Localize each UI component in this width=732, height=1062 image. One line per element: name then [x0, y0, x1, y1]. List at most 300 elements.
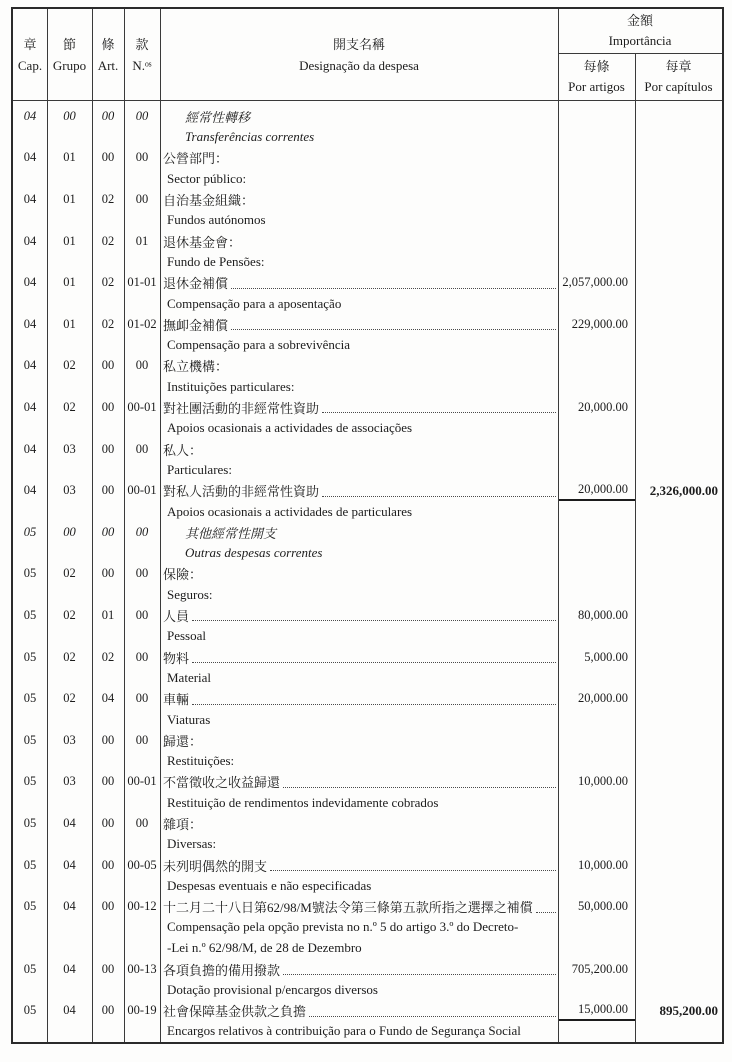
designation-text-pt: Apoios ocasionais a actividades de associações	[167, 420, 413, 436]
cell-cap-code	[13, 875, 47, 896]
cell-amount-por-capitulos	[635, 959, 722, 980]
cell-num-code	[124, 501, 160, 522]
cell-cap-code: 04	[23, 192, 37, 207]
cell-num-code	[124, 584, 160, 605]
cell-amount-por-artigos: 80,000.00	[578, 608, 628, 623]
budget-table	[11, 7, 724, 1044]
table-row-line-zh	[13, 439, 722, 460]
dotted-leader	[283, 959, 556, 975]
cell-amount-por-capitulos	[635, 564, 722, 585]
designation-text-zh: 撫卹金補償	[163, 317, 229, 333]
cell-designation	[160, 314, 558, 335]
cell-designation	[160, 168, 558, 189]
cell-num-code	[124, 979, 160, 1000]
cell-cap-code: 04	[23, 150, 37, 165]
cell-amount-por-artigos	[558, 501, 635, 522]
cell-amount-por-capitulos	[635, 813, 722, 834]
cell-amount-por-artigos: 10,000.00	[578, 774, 628, 789]
cell-num-code: 00	[135, 815, 149, 830]
cell-designation	[160, 272, 558, 293]
cell-art-code: 00	[101, 815, 115, 830]
cell-amount-por-artigos: 705,200.00	[571, 961, 628, 976]
cell-grupo-code	[47, 168, 92, 189]
cell-art-code	[92, 751, 124, 772]
cell-cap-code	[13, 501, 47, 522]
cell-grupo-code	[47, 938, 92, 959]
cell-cap-code	[13, 792, 47, 813]
table-row-line-pt	[13, 460, 722, 481]
cell-amount-por-artigos	[558, 210, 635, 231]
header-por-capitulos-pt: Por capítulos	[644, 78, 713, 94]
cell-cap-code	[13, 335, 47, 356]
cell-designation	[160, 564, 558, 585]
cell-amount-por-capitulos	[635, 709, 722, 730]
designation-text-pt: Apoios ocasionais a actividades de particulares	[167, 503, 413, 519]
header-art-zh: 條	[101, 36, 115, 52]
designation-text-pt: Outras despesas correntes	[185, 545, 323, 561]
table-row-line-pt	[13, 293, 722, 314]
table-row-line-pt	[13, 938, 722, 959]
table-row-line-pt	[13, 418, 722, 439]
cell-designation	[160, 959, 558, 980]
cell-amount-por-capitulos	[635, 605, 722, 626]
cell-amount-por-artigos: 229,000.00	[571, 316, 628, 331]
cell-grupo-code: 04	[63, 815, 76, 830]
cell-art-code	[92, 293, 124, 314]
cell-num-code	[124, 626, 160, 647]
table-row-line-pt	[13, 210, 722, 231]
table-row-line-pt	[13, 709, 722, 730]
cell-grupo-code	[47, 376, 92, 397]
cell-cap-code	[13, 418, 47, 439]
cell-designation	[160, 688, 558, 709]
cell-amount-por-capitulos	[635, 106, 722, 127]
cell-amount-por-artigos	[558, 709, 635, 730]
designation-text-pt: Restituição de rendimentos indevidamente cobrados	[167, 794, 439, 810]
cell-cap-code	[13, 626, 47, 647]
header-art-pt: Art.	[97, 57, 119, 73]
table-row-line-zh	[13, 480, 722, 501]
cell-designation	[160, 127, 558, 148]
cell-art-code	[92, 917, 124, 938]
table-row-line-zh	[13, 564, 722, 585]
table-header	[13, 9, 722, 100]
cell-grupo-code	[47, 917, 92, 938]
cell-designation	[160, 709, 558, 730]
cell-cap-code: 05	[23, 815, 37, 830]
table-row-line-pt	[13, 834, 722, 855]
cell-num-code: 00-13	[127, 961, 157, 976]
designation-text-pt: Dotação provisional p/encargos diversos	[167, 981, 378, 997]
cell-cap-code: 05	[23, 566, 37, 581]
table-row-line-zh	[13, 813, 722, 834]
cell-cap-code	[13, 460, 47, 481]
cell-designation	[160, 480, 558, 501]
cell-art-code	[92, 979, 124, 1000]
cell-amount-por-artigos: 10,000.00	[578, 857, 628, 872]
cell-amount-por-capitulos	[635, 460, 722, 481]
cell-cap-code: 05	[23, 732, 37, 747]
cell-grupo-code	[47, 252, 92, 273]
cell-amount-por-capitulos	[635, 626, 722, 647]
cell-amount-por-artigos: 15,000.00	[558, 1000, 635, 1021]
cell-num-code	[124, 335, 160, 356]
cell-num-code	[124, 875, 160, 896]
cell-designation	[160, 106, 558, 127]
cell-art-code	[92, 792, 124, 813]
cell-amount-por-capitulos	[635, 335, 722, 356]
table-body	[13, 101, 722, 1042]
header-grupo	[47, 9, 92, 100]
cell-amount-por-artigos	[558, 335, 635, 356]
cell-amount-por-artigos	[558, 751, 635, 772]
cell-cap-code	[13, 210, 47, 231]
table-row-line-pt	[13, 626, 722, 647]
table-row-line-pt	[13, 584, 722, 605]
cell-grupo-code	[47, 668, 92, 689]
cell-art-code: 02	[101, 233, 115, 248]
cell-amount-por-artigos	[558, 1021, 635, 1042]
cell-art-code: 00	[101, 1003, 115, 1018]
cell-art-code: 00	[101, 774, 115, 789]
designation-text-zh: 自治基金組織：	[163, 193, 255, 209]
cell-cap-code	[13, 751, 47, 772]
cell-art-code	[92, 709, 124, 730]
designation-text-zh: 物料	[163, 650, 190, 666]
cell-amount-por-capitulos	[635, 855, 722, 876]
dotted-leader	[192, 688, 556, 704]
cell-designation	[160, 917, 558, 938]
cell-designation	[160, 1000, 558, 1021]
cell-cap-code	[13, 668, 47, 689]
cell-grupo-code: 04	[63, 857, 76, 872]
cell-grupo-code: 03	[63, 732, 76, 747]
cell-amount-por-capitulos	[635, 917, 722, 938]
table-row-line-zh	[13, 959, 722, 980]
cell-designation	[160, 293, 558, 314]
designation-text-pt: Compensação para a sobrevivência	[167, 337, 351, 353]
table-row-line-zh	[13, 189, 722, 210]
cell-designation	[160, 584, 558, 605]
cell-designation	[160, 772, 558, 793]
cell-designation	[160, 896, 558, 917]
table-row-line-zh	[13, 272, 722, 293]
cell-designation	[160, 252, 558, 273]
table-row-line-zh	[13, 148, 722, 169]
cell-designation	[160, 397, 558, 418]
cell-amount-por-artigos	[558, 418, 635, 439]
cell-cap-code	[13, 979, 47, 1000]
cell-designation	[160, 460, 558, 481]
cell-cap-code: 04	[23, 483, 37, 498]
cell-designation	[160, 730, 558, 751]
header-designacao-zh: 開支名稱	[332, 36, 385, 52]
table-row-line-zh	[13, 522, 722, 543]
cell-amount-por-capitulos	[635, 439, 722, 460]
cell-amount-por-artigos	[558, 543, 635, 564]
cell-num-code: 00	[135, 649, 149, 664]
dotted-leader	[231, 314, 556, 330]
cell-amount-por-artigos	[558, 564, 635, 585]
table-row-line-zh	[13, 106, 722, 127]
dotted-leader	[283, 772, 556, 788]
header-por-artigos	[558, 53, 635, 100]
cell-designation	[160, 855, 558, 876]
table-row-line-pt	[13, 979, 722, 1000]
cell-grupo-code: 01	[63, 275, 76, 290]
cell-amount-por-capitulos	[635, 148, 722, 169]
cell-grupo-code	[47, 210, 92, 231]
cell-grupo-code	[47, 418, 92, 439]
header-designacao-pt: Designação da despesa	[299, 57, 419, 73]
cell-amount-por-capitulos	[635, 688, 722, 709]
header-grupo-pt: Grupo	[52, 57, 87, 73]
cell-designation	[160, 522, 558, 543]
dotted-leader	[536, 896, 556, 912]
cell-amount-por-capitulos	[635, 293, 722, 314]
table-row-line-pt	[13, 376, 722, 397]
cell-amount-por-artigos	[558, 231, 635, 252]
cell-grupo-code	[47, 584, 92, 605]
cell-amount-por-capitulos	[635, 834, 722, 855]
table-row-line-zh	[13, 356, 722, 377]
cell-cap-code: 04	[23, 316, 37, 331]
cell-cap-code: 05	[23, 608, 37, 623]
header-designacao	[160, 9, 558, 100]
cell-amount-por-capitulos	[635, 730, 722, 751]
cell-num-code: 00	[135, 524, 149, 539]
cell-amount-por-capitulos: 2,326,000.00	[649, 482, 718, 498]
cell-grupo-code: 01	[63, 192, 76, 207]
cell-amount-por-artigos	[558, 106, 635, 127]
header-por-capitulos	[635, 53, 722, 100]
designation-text-pt: Fundos autónomos	[167, 212, 266, 228]
cell-amount-por-capitulos	[635, 168, 722, 189]
designation-text-zh: 退休金補償	[163, 276, 229, 292]
cell-cap-code	[13, 584, 47, 605]
cell-amount-por-artigos	[558, 813, 635, 834]
cell-amount-por-artigos	[558, 668, 635, 689]
designation-text-zh: 私立機構：	[163, 359, 229, 375]
table-row-line-pt	[13, 335, 722, 356]
table-row-line-zh	[13, 896, 722, 917]
grid-line-num-designacao	[160, 9, 161, 1042]
cell-designation	[160, 189, 558, 210]
cell-amount-por-artigos	[558, 730, 635, 751]
designation-text-zh: 保險：	[163, 567, 203, 583]
cell-art-code: 00	[101, 108, 115, 123]
cell-amount-por-artigos: 2,057,000.00	[562, 275, 628, 290]
header-importancia-pt: Importância	[608, 33, 672, 48]
cell-designation	[160, 813, 558, 834]
header-cap	[13, 9, 47, 100]
table-row-line-zh	[13, 730, 722, 751]
cell-amount-por-artigos: 50,000.00	[578, 899, 628, 914]
cell-art-code	[92, 501, 124, 522]
cell-grupo-code	[47, 1021, 92, 1042]
cell-num-code: 00	[135, 108, 149, 123]
cell-grupo-code: 01	[63, 150, 76, 165]
cell-designation	[160, 231, 558, 252]
cell-amount-por-artigos: 20,000.00	[558, 480, 635, 501]
designation-text-pt: Compensação pela opção prevista no n.º 5 do artigo 3.º do Decreto-	[167, 919, 519, 935]
cell-amount-por-capitulos	[635, 792, 722, 813]
table-row-line-pt	[13, 668, 722, 689]
cell-num-code	[124, 293, 160, 314]
cell-num-code	[124, 168, 160, 189]
grid-line-art-num	[124, 9, 125, 1042]
cell-grupo-code: 02	[63, 400, 76, 415]
table-row-line-zh	[13, 772, 722, 793]
cell-amount-por-artigos	[558, 522, 635, 543]
cell-amount-por-capitulos	[635, 668, 722, 689]
cell-cap-code: 04	[23, 400, 37, 415]
cell-num-code: 01-01	[127, 275, 157, 290]
header-num	[124, 9, 160, 100]
header-cap-pt: Cap.	[17, 57, 43, 73]
cell-grupo-code: 00	[63, 108, 76, 123]
table-row-line-pt	[13, 917, 722, 938]
cell-num-code: 00	[135, 192, 149, 207]
cell-art-code: 02	[101, 316, 115, 331]
cell-designation	[160, 148, 558, 169]
cell-num-code	[124, 834, 160, 855]
cell-amount-por-capitulos	[635, 356, 722, 377]
cell-grupo-code: 02	[63, 649, 76, 664]
designation-text-pt: Sector público:	[167, 170, 247, 186]
cell-cap-code	[13, 168, 47, 189]
cell-grupo-code	[47, 792, 92, 813]
cell-amount-por-artigos: 20,000.00	[578, 691, 628, 706]
cell-num-code: 00-05	[127, 857, 157, 872]
cell-amount-por-capitulos	[635, 397, 722, 418]
cell-art-code	[92, 210, 124, 231]
cell-art-code: 00	[101, 483, 115, 498]
cell-amount-por-artigos	[558, 917, 635, 938]
cell-designation	[160, 335, 558, 356]
cell-amount-por-capitulos	[635, 979, 722, 1000]
cell-num-code	[124, 792, 160, 813]
cell-num-code: 00	[135, 691, 149, 706]
cell-designation	[160, 356, 558, 377]
dotted-leader	[322, 480, 556, 496]
designation-text-zh: 雜項：	[163, 816, 203, 832]
designation-text-pt: Fundo de Pensões:	[167, 253, 265, 269]
cell-amount-por-artigos	[558, 293, 635, 314]
cell-amount-por-artigos	[558, 792, 635, 813]
cell-num-code: 00	[135, 732, 149, 747]
designation-text-pt: Material	[167, 669, 212, 685]
cell-cap-code: 04	[23, 441, 37, 456]
designation-text-zh: 各項負擔的備用撥款	[163, 962, 281, 978]
cell-grupo-code: 01	[63, 233, 76, 248]
header-importancia	[558, 9, 722, 53]
cell-art-code	[92, 1021, 124, 1042]
table-row-line-zh	[13, 688, 722, 709]
table-row-line-pt	[13, 543, 722, 564]
cell-designation	[160, 210, 558, 231]
cell-designation	[160, 439, 558, 460]
cell-amount-por-artigos	[558, 439, 635, 460]
designation-text-pt: Viaturas	[167, 711, 211, 727]
designation-text-pt: Compensação para a aposentação	[167, 295, 342, 311]
cell-amount-por-capitulos	[635, 127, 722, 148]
cell-art-code: 00	[101, 358, 115, 373]
cell-num-code: 00-12	[127, 899, 157, 914]
cell-grupo-code: 02	[63, 566, 76, 581]
cell-cap-code: 05	[23, 1003, 37, 1018]
cell-amount-por-artigos	[558, 938, 635, 959]
cell-grupo-code: 02	[63, 691, 76, 706]
cell-amount-por-capitulos	[635, 938, 722, 959]
designation-text-zh: 車輛	[163, 692, 190, 708]
cell-art-code: 02	[101, 649, 115, 664]
table-row-line-pt	[13, 792, 722, 813]
header-art	[92, 9, 124, 100]
cell-cap-code: 05	[23, 961, 37, 976]
cell-amount-por-capitulos	[635, 647, 722, 668]
designation-text-pt: Instituições particulares:	[167, 378, 295, 394]
cell-amount-por-artigos	[558, 584, 635, 605]
cell-cap-code: 04	[23, 233, 37, 248]
cell-num-code: 00-19	[127, 1003, 157, 1018]
cell-grupo-code	[47, 626, 92, 647]
cell-grupo-code: 03	[63, 441, 76, 456]
cell-amount-por-artigos	[558, 376, 635, 397]
cell-designation	[160, 668, 558, 689]
designation-text-zh: 經常性轉移	[185, 109, 251, 125]
cell-amount-por-capitulos	[635, 584, 722, 605]
cell-grupo-code: 03	[63, 483, 76, 498]
cell-num-code: 00	[135, 441, 149, 456]
cell-grupo-code	[47, 543, 92, 564]
cell-art-code	[92, 668, 124, 689]
cell-designation	[160, 376, 558, 397]
table-row-line-pt	[13, 875, 722, 896]
cell-num-code: 00	[135, 566, 149, 581]
cell-amount-por-capitulos	[635, 543, 722, 564]
cell-grupo-code	[47, 709, 92, 730]
table-row-line-zh	[13, 605, 722, 626]
cell-grupo-code	[47, 875, 92, 896]
grid-line-importancia-split	[558, 53, 722, 54]
cell-amount-por-artigos: 20,000.00	[578, 400, 628, 415]
cell-amount-por-capitulos	[635, 231, 722, 252]
cell-designation	[160, 1021, 558, 1042]
cell-art-code	[92, 543, 124, 564]
designation-text-zh: 對私人活動的非經常性資助	[163, 484, 320, 500]
cell-art-code: 00	[101, 857, 115, 872]
table-row-line-zh	[13, 647, 722, 668]
cell-amount-por-artigos	[558, 979, 635, 1000]
header-cap-zh: 章	[23, 36, 37, 52]
cell-designation	[160, 501, 558, 522]
grid-line-artigos-capitulos	[635, 53, 636, 1042]
designation-text-pt: -Lei n.º 62/98/M, de 28 de Dezembro	[167, 940, 362, 956]
designation-text-zh: 未列明偶然的開支	[163, 858, 268, 874]
designation-text-zh: 公營部門：	[163, 151, 229, 167]
cell-designation	[160, 875, 558, 896]
cell-amount-por-artigos	[558, 189, 635, 210]
cell-cap-code: 04	[23, 358, 37, 373]
cell-designation	[160, 543, 558, 564]
cell-num-code	[124, 917, 160, 938]
cell-amount-por-capitulos	[635, 896, 722, 917]
cell-amount-por-artigos	[558, 252, 635, 273]
cell-num-code	[124, 460, 160, 481]
designation-text-zh: 社會保障基金供款之負擔	[163, 1004, 307, 1020]
cell-designation	[160, 647, 558, 668]
